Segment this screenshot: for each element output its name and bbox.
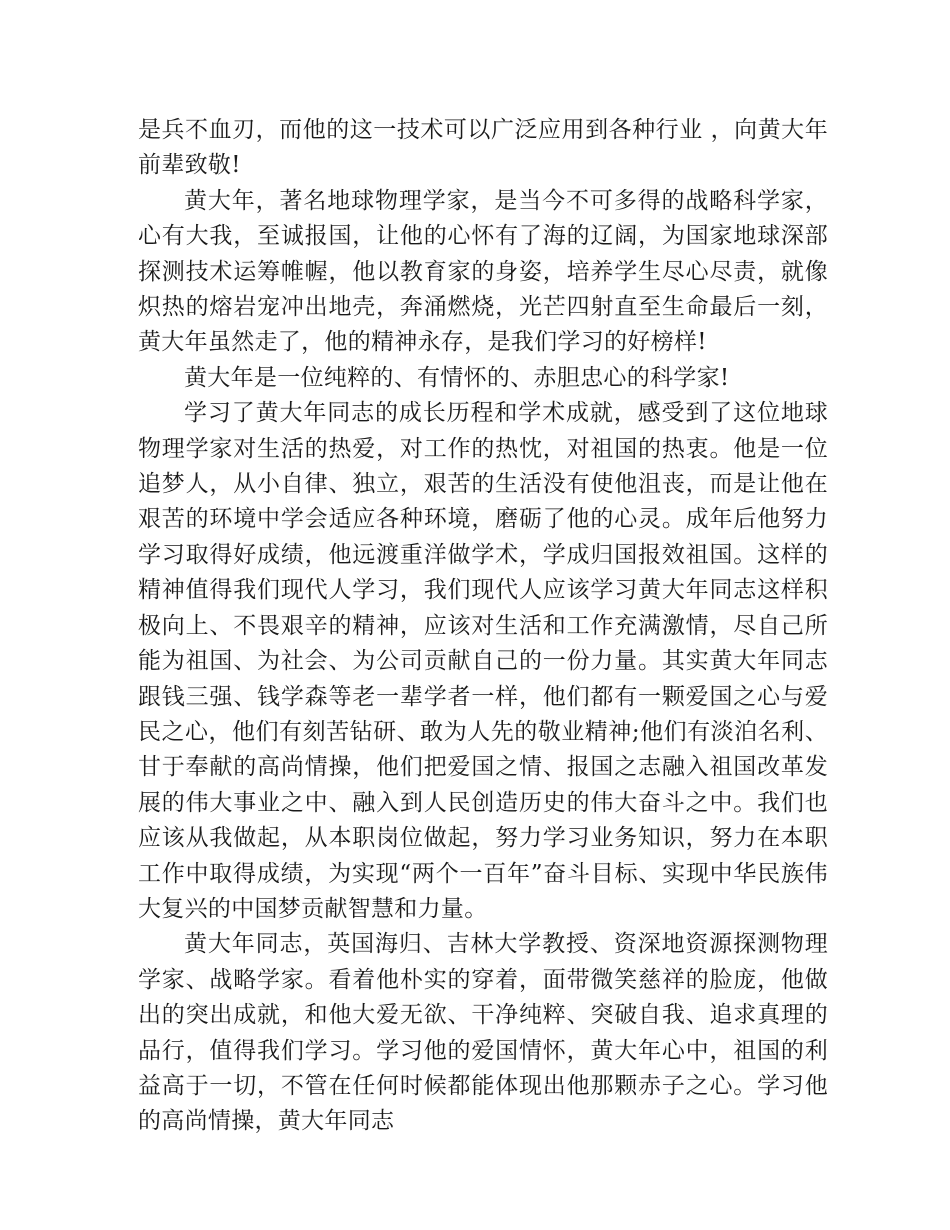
paragraph-2: 黄大年，著名地球物理学家，是当今不可多得的战略科学家，心有大我，至诚报国，让他的心怀有了海的辽阔，为国家地球深部探测技术运筹帷幄，他以教育家的身姿，培养学生尽心尽责，就像炽热的熔岩宠冲出地壳，奔涌燃烧，光芒四射直至生命最后一刻，黄大年虽然走了，他的精神永存，是我们学习的好榜样! [138, 187, 828, 356]
paragraph-5: 黄大年同志，英国海归、吉林大学教授、资深地资源探测物理学家、战略学家。看着他朴实的穿着，面带微笑慈祥的脸庞，他做出的突出成就，和他大爱无欲、干净纯粹、突破自我、追求真理的品行，值得我们学习。学习他的爱国情怀，黄大年心中，祖国的利益高于一切，不管在任何时候都能体现出他那颗赤子之心。学习他的高尚情操，黄大年同志 [138, 931, 828, 1135]
paragraph-4: 学习了黄大年同志的成长历程和学术成就，感受到了这位地球物理学家对生活的热爱，对工作的热忱，对祖国的热衷。他是一位追梦人，从小自律、独立，艰苦的生活没有使他沮丧，而是让他在艰苦的环境中学会适应各种环境，磨砺了他的心灵。成年后他努力学习取得好成绩，他远渡重洋做学术，学成归国报效祖国。这样的精神值得我们现代人学习，我们现代人应该学习黄大年同志这样积极向上、不畏艰辛的精神，应该对生活和工作充满激情，尽自己所能为祖国、为社会、为公司贡献自己的一份力量。其实黄大年同志跟钱三强、钱学森等老一辈学者一样，他们都有一颗爱国之心与爱民之心，他们有刻苦钻研、敢为人先的敬业精神;他们有淡泊名利、甘于奉献的高尚情操，他们把爱国之情、报国之志融入祖国改革发展的伟大事业之中、融入到人民创造历史的伟大奋斗之中。我们也应该从我做起，从本职岗位做起，努力学习业务知识，努力在本职工作中取得成绩，为实现“两个一百年”奋斗目标、实现中华民族伟大复兴的中国梦贡献智慧和力量。 [138, 400, 828, 922]
document-body [138, 113, 828, 1140]
paragraph-3: 黄大年是一位纯粹的、有情怀的、赤胆忠心的科学家! [184, 364, 730, 391]
paragraph-1: 是兵不血刃，而他的这一技术可以广泛应用到各种行业 ，向黄大年前辈致敬! [138, 117, 828, 179]
